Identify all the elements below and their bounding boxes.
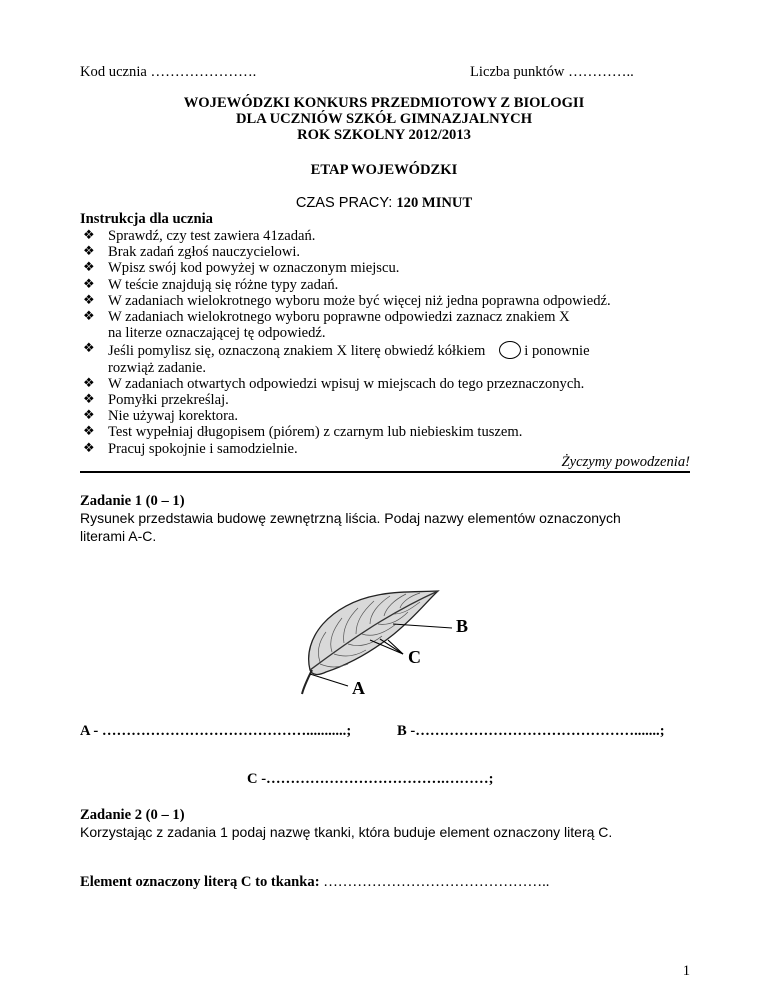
leaf-illustration: [290, 588, 480, 700]
title-line-1: WOJEWÓDZKI KONKURS PRZEDMIOTOWY Z BIOLOGII: [183, 95, 585, 111]
time-value: 120 MINUT: [396, 195, 473, 211]
time-label: CZAS PRACY:: [295, 195, 397, 211]
title-line-3: ROK SZKOLNY 2012/2013: [297, 127, 471, 143]
leaf-label-c: C: [408, 647, 421, 667]
diamond-bullet-icon: ❖: [83, 276, 95, 292]
pointer-c2: [380, 639, 403, 654]
list-item: ❖ Brak zadań zgłoś nauczycielowi.: [83, 244, 301, 261]
page-number: 1: [682, 963, 690, 979]
diamond-bullet-icon: ❖: [83, 341, 95, 357]
list-item: ❖ Test wypełniaj długopisem (piórem) z czarnym lub niebieskim tuszem.: [83, 424, 523, 441]
task2-answer-dots: ………………………………………..: [323, 874, 550, 890]
pointer-c3: [388, 640, 403, 654]
instructions-heading: Instrukcja dla ucznia: [80, 211, 213, 227]
diamond-bullet-icon: ❖: [83, 408, 95, 424]
list-item: ❖ Pracuj spokojnie i samodzielnie.: [83, 440, 298, 457]
instructions-list: [83, 228, 611, 457]
list-item: ❖ Pomyłki przekreślaj.: [83, 392, 229, 409]
time-limit: [0, 195, 768, 211]
leaf-label-b: B: [456, 616, 469, 636]
list-item: ❖ W zadaniach wielokrotnego wyboru poprawne odpowiedzi zaznacz znakiem X na literze oznaczającej tę odpowiedź.: [83, 309, 570, 342]
diamond-bullet-icon: ❖: [83, 440, 95, 456]
list-item: ❖ Nie używaj korektora.: [83, 408, 239, 425]
task1-heading: Zadanie 1 (0 – 1): [80, 493, 185, 509]
stage-title: ETAP WOJEWÓDZKI: [310, 162, 458, 178]
task2-text: Korzystając z zadania 1 podaj nazwę tkanki, która buduje element oznaczony literą C.: [80, 824, 613, 840]
task1-text-line-2: literami A-C.: [80, 528, 157, 544]
answer-c-field[interactable]: C -……………………………….………;: [247, 771, 494, 787]
diamond-bullet-icon: ❖: [83, 309, 95, 325]
answer-b-field[interactable]: B -……………………………………….......;: [397, 723, 665, 739]
diamond-bullet-icon: ❖: [83, 228, 95, 243]
list-item: ❖ W zadaniach otwartych odpowiedzi wpisuj w miejscach do tego przeznaczonych.: [83, 375, 585, 392]
task2-answer-field[interactable]: [80, 874, 549, 891]
leaf-label-a: A: [352, 678, 365, 698]
wish-text: Życzymy powodzenia!: [561, 454, 690, 470]
task2-answer-label: Element oznaczony literą C to tkanka:: [80, 874, 324, 890]
divider: [80, 471, 690, 473]
circle-mark-icon: [499, 341, 521, 359]
diamond-bullet-icon: ❖: [83, 375, 95, 391]
answer-a-field[interactable]: A - ……………………………………...........;: [80, 723, 352, 739]
title-line-2: DLA UCZNIÓW SZKÓŁ GIMNAZJALNYCH: [235, 111, 533, 127]
list-item: ❖ Jeśli pomylisz się, oznaczoną znakiem X literę obwiedź kółkiem i ponownie rozwiąż zadanie.: [83, 341, 590, 376]
diamond-bullet-icon: ❖: [83, 244, 95, 260]
diamond-bullet-icon: ❖: [83, 292, 95, 308]
diamond-bullet-icon: ❖: [83, 392, 95, 408]
task1-text-line-1: Rysunek przedstawia budowę zewnętrzną liścia. Podaj nazwy elementów oznaczonych: [80, 510, 621, 526]
list-item: ❖ Wpisz swój kod powyżej w oznaczonym miejscu.: [83, 260, 400, 277]
student-code-field[interactable]: Kod ucznia ………………….: [80, 64, 257, 80]
list-item: ❖ Sprawdź, czy test zawiera 41zadań.: [83, 228, 316, 244]
diamond-bullet-icon: ❖: [83, 260, 95, 276]
list-item: ❖ W zadaniach wielokrotnego wyboru może być więcej niż jedna poprawna odpowiedź.: [83, 292, 611, 309]
diamond-bullet-icon: ❖: [83, 424, 95, 440]
points-field[interactable]: Liczba punktów …………..: [470, 64, 634, 80]
task2-heading: Zadanie 2 (0 – 1): [80, 807, 185, 823]
pointer-a: [310, 674, 348, 686]
list-item: ❖ W teście znajdują się różne typy zadań.: [83, 276, 339, 293]
